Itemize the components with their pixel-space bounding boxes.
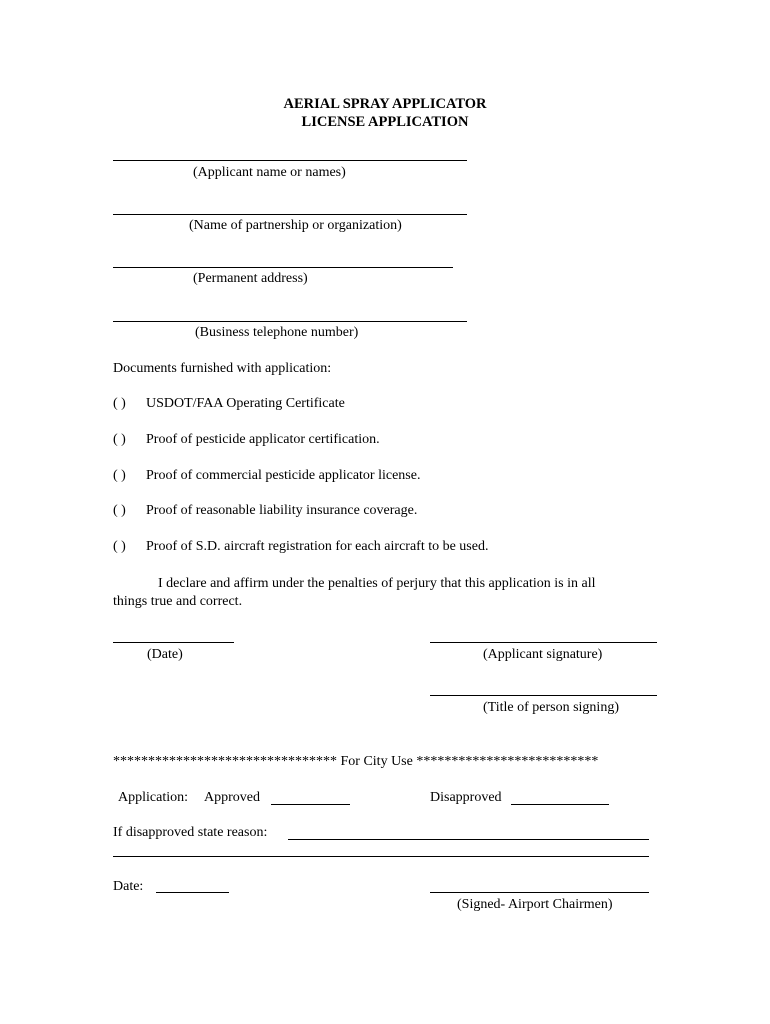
document-item: [113, 503, 417, 519]
organization-name-caption: (Name of partnership or organization): [189, 218, 402, 233]
application-label: Application:: [118, 790, 188, 805]
city-use-banner: [113, 754, 598, 770]
document-checkbox[interactable]: ( ): [113, 396, 126, 411]
disapproval-reason-line[interactable]: [288, 839, 649, 840]
city-date-label: Date:: [113, 879, 144, 894]
document-item-label: Proof of commercial pesticide applicator license.: [146, 468, 421, 483]
permanent-address-caption: (Permanent address): [193, 271, 308, 286]
document-item: [113, 396, 345, 412]
date-caption: (Date): [147, 647, 183, 662]
document-item: [113, 539, 488, 555]
applicant-signature-line[interactable]: [430, 642, 657, 643]
document-item: [113, 468, 420, 484]
document-checkbox[interactable]: ( ): [113, 539, 126, 554]
disapproved-line[interactable]: [511, 804, 609, 805]
approved-label: Approved: [204, 790, 260, 805]
business-telephone-line[interactable]: [113, 321, 467, 322]
airport-chairmen-caption: (Signed- Airport Chairmen): [457, 897, 613, 912]
applicant-signature-caption: (Applicant signature): [483, 647, 603, 662]
documents-heading: Documents furnished with application:: [113, 361, 332, 376]
disapproval-reason-line-2[interactable]: [113, 856, 649, 857]
city-use-label: For City Use: [340, 754, 413, 769]
document-item-label: USDOT/FAA Operating Certificate: [146, 396, 345, 411]
document-checkbox[interactable]: ( ): [113, 503, 126, 518]
city-use-stars-left: ********************************: [113, 754, 337, 769]
signer-title-line[interactable]: [430, 695, 657, 696]
permanent-address-line[interactable]: [113, 267, 453, 268]
airport-chairmen-signature-line[interactable]: [430, 892, 649, 893]
declaration-line1: I declare and affirm under the penalties of perjury that this application is in all: [158, 576, 596, 591]
applicant-name-caption: (Applicant name or names): [193, 165, 346, 180]
approved-line[interactable]: [271, 804, 350, 805]
form-title-line1: AERIAL SPRAY APPLICATOR: [283, 96, 487, 112]
signer-title-caption: (Title of person signing): [483, 700, 619, 715]
form-title-line2: LICENSE APPLICATION: [301, 114, 469, 130]
business-telephone-caption: (Business telephone number): [195, 325, 359, 340]
document-item: [113, 432, 380, 448]
document-checkbox[interactable]: ( ): [113, 432, 126, 447]
city-date-line[interactable]: [156, 892, 229, 893]
disapproved-label: Disapproved: [430, 790, 502, 805]
applicant-name-line[interactable]: [113, 160, 467, 161]
document-item-label: Proof of reasonable liability insurance coverage.: [146, 503, 418, 518]
date-line[interactable]: [113, 642, 234, 643]
document-item-label: Proof of pesticide applicator certification.: [146, 432, 380, 447]
document-item-label: Proof of S.D. aircraft registration for each aircraft to be used.: [146, 539, 489, 554]
declaration-line2: things true and correct.: [113, 594, 243, 609]
disapproval-reason-label: If disapproved state reason:: [113, 825, 268, 840]
document-checkbox[interactable]: ( ): [113, 468, 126, 483]
city-use-stars-right: **************************: [416, 754, 599, 769]
organization-name-line[interactable]: [113, 214, 467, 215]
